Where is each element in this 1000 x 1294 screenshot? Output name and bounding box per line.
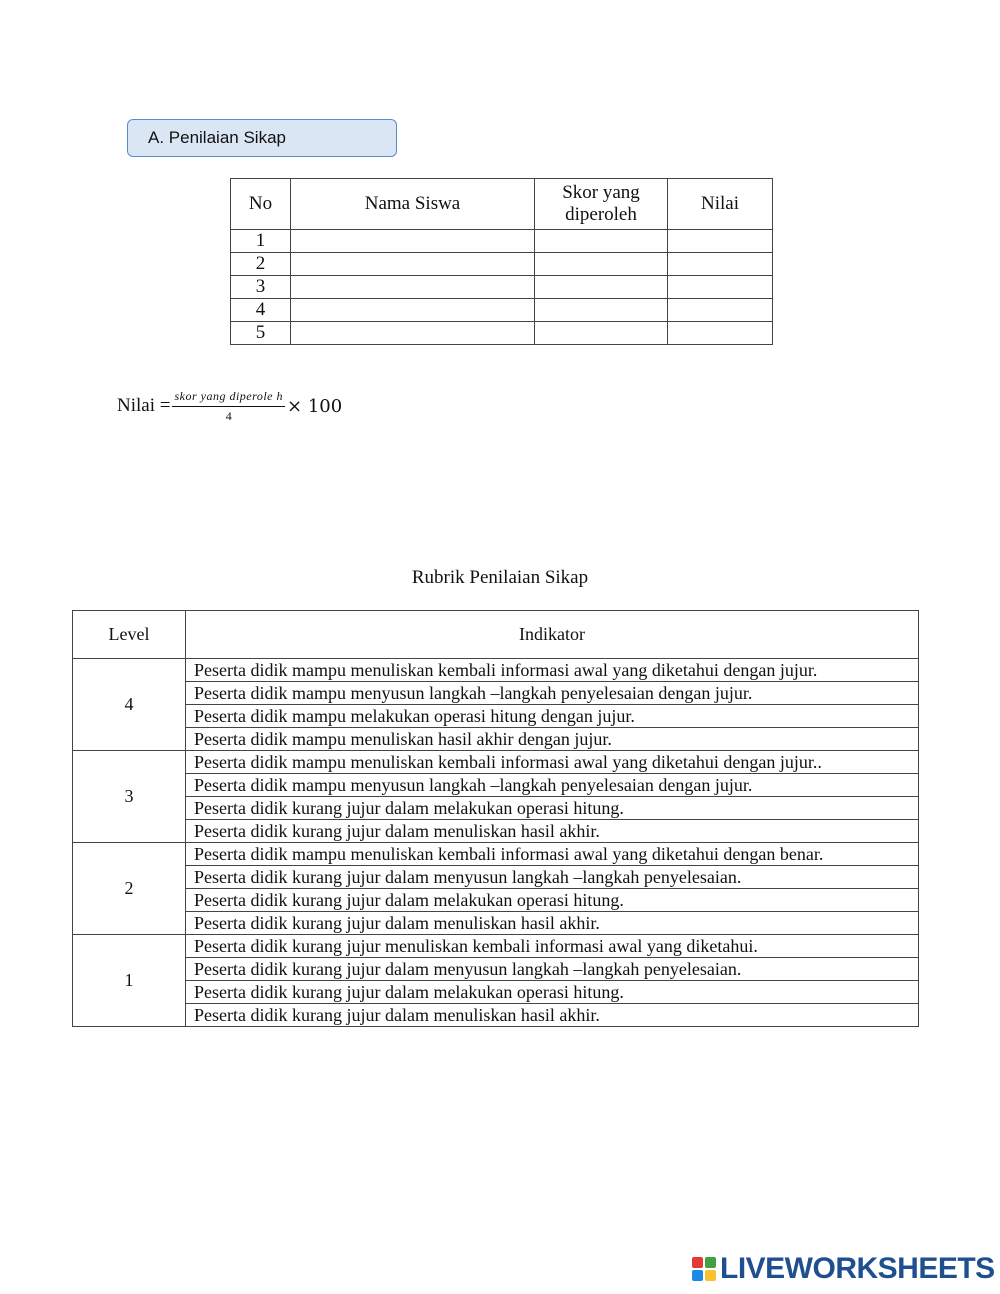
indicator-cell: Peserta didik kurang jujur dalam melakukan operasi hitung. (186, 889, 919, 912)
row-number: 4 (231, 299, 291, 322)
grade-formula (117, 386, 342, 426)
indicator-cell: Peserta didik kurang jujur dalam menyusun langkah –langkah penyelesaian. (186, 866, 919, 889)
indicator-cell: Peserta didik mampu menuliskan kembali informasi awal yang diketahui dengan benar. (186, 843, 919, 866)
score-cell (535, 299, 668, 322)
rubric-header (73, 611, 919, 659)
indicator-cell: Peserta didik kurang jujur dalam menyusun langkah –langkah penyelesaian. (186, 958, 919, 981)
table-row (73, 889, 919, 912)
table-row (73, 912, 919, 935)
table-row (73, 820, 919, 843)
header-value: Nilai (668, 179, 773, 230)
table-row (73, 866, 919, 889)
level-cell: 2 (73, 843, 186, 935)
table-row (73, 728, 919, 751)
score-cell (535, 230, 668, 253)
table-row (231, 230, 773, 253)
student-name-cell (291, 299, 535, 322)
table-row (73, 981, 919, 1004)
table-row (73, 935, 919, 958)
level-cell: 1 (73, 935, 186, 1027)
table-row (73, 774, 919, 797)
logo-square (692, 1270, 703, 1281)
student-name-cell (291, 276, 535, 299)
table-row (73, 958, 919, 981)
row-number: 1 (231, 230, 291, 253)
value-cell (668, 230, 773, 253)
header-indicator: Indikator (186, 611, 919, 659)
indicator-cell: Peserta didik kurang jujur dalam melakukan operasi hitung. (186, 981, 919, 1004)
table-row (73, 682, 919, 705)
table-row (231, 322, 773, 345)
rubric-table (72, 610, 919, 1027)
student-name-cell (291, 322, 535, 345)
student-name-cell (291, 253, 535, 276)
row-number: 5 (231, 322, 291, 345)
indicator-cell: Peserta didik kurang jujur dalam menuliskan hasil akhir. (186, 912, 919, 935)
indicator-cell: Peserta didik mampu menuliskan hasil akhir dengan jujur. (186, 728, 919, 751)
indicator-cell: Peserta didik mampu menuliskan kembali informasi awal yang diketahui dengan jujur.. (186, 751, 919, 774)
formula-label: Nilai = (117, 395, 171, 416)
indicator-cell: Peserta didik kurang jujur menuliskan kembali informasi awal yang diketahui. (186, 935, 919, 958)
table-row (231, 299, 773, 322)
level-cell: 4 (73, 659, 186, 751)
value-cell (668, 322, 773, 345)
table-row (73, 705, 919, 728)
table-row (73, 797, 919, 820)
table-row (73, 751, 919, 774)
indicator-cell: Peserta didik kurang jujur dalam melakukan operasi hitung. (186, 797, 919, 820)
indicator-cell: Peserta didik kurang jujur dalam menuliskan hasil akhir. (186, 820, 919, 843)
indicator-cell: Peserta didik mampu melakukan operasi hitung dengan jujur. (186, 705, 919, 728)
formula-denominator: 4 (225, 408, 232, 423)
score-cell (535, 253, 668, 276)
value-cell (668, 276, 773, 299)
rubric-title: Rubrik Penilaian Sikap (411, 567, 589, 588)
header-no: No (231, 179, 291, 230)
logo-square (705, 1257, 716, 1268)
value-cell (668, 253, 773, 276)
score-cell (535, 276, 668, 299)
liveworksheets-logo (692, 1253, 995, 1285)
logo-icon (692, 1257, 716, 1281)
formula-multiplier: × 100 (287, 395, 343, 417)
score-cell (535, 322, 668, 345)
section-heading: A. Penilaian Sikap (127, 119, 397, 157)
value-cell (668, 299, 773, 322)
brand-text: LIVEWORKSHEETS (720, 1252, 995, 1285)
table-row (73, 843, 919, 866)
table-row (231, 253, 773, 276)
score-table-header (231, 179, 773, 230)
indicator-cell: Peserta didik mampu menuliskan kembali informasi awal yang diketahui dengan jujur. (186, 659, 919, 682)
row-number: 3 (231, 276, 291, 299)
formula-fraction (172, 389, 285, 424)
header-score: Skor yang diperoleh (535, 179, 668, 230)
indicator-cell: Peserta didik mampu menyusun langkah –langkah penyelesaian dengan jujur. (186, 682, 919, 705)
score-table (230, 178, 773, 345)
formula-numerator: skor yang diperole h (172, 389, 285, 407)
indicator-cell: Peserta didik kurang jujur dalam menuliskan hasil akhir. (186, 1004, 919, 1027)
table-row (73, 659, 919, 682)
header-name: Nama Siswa (291, 179, 535, 230)
table-row (73, 1004, 919, 1027)
student-name-cell (291, 230, 535, 253)
table-row (231, 276, 773, 299)
logo-square (705, 1270, 716, 1281)
level-cell: 3 (73, 751, 186, 843)
header-level: Level (73, 611, 186, 659)
logo-square (692, 1257, 703, 1268)
indicator-cell: Peserta didik mampu menyusun langkah –langkah penyelesaian dengan jujur. (186, 774, 919, 797)
row-number: 2 (231, 253, 291, 276)
